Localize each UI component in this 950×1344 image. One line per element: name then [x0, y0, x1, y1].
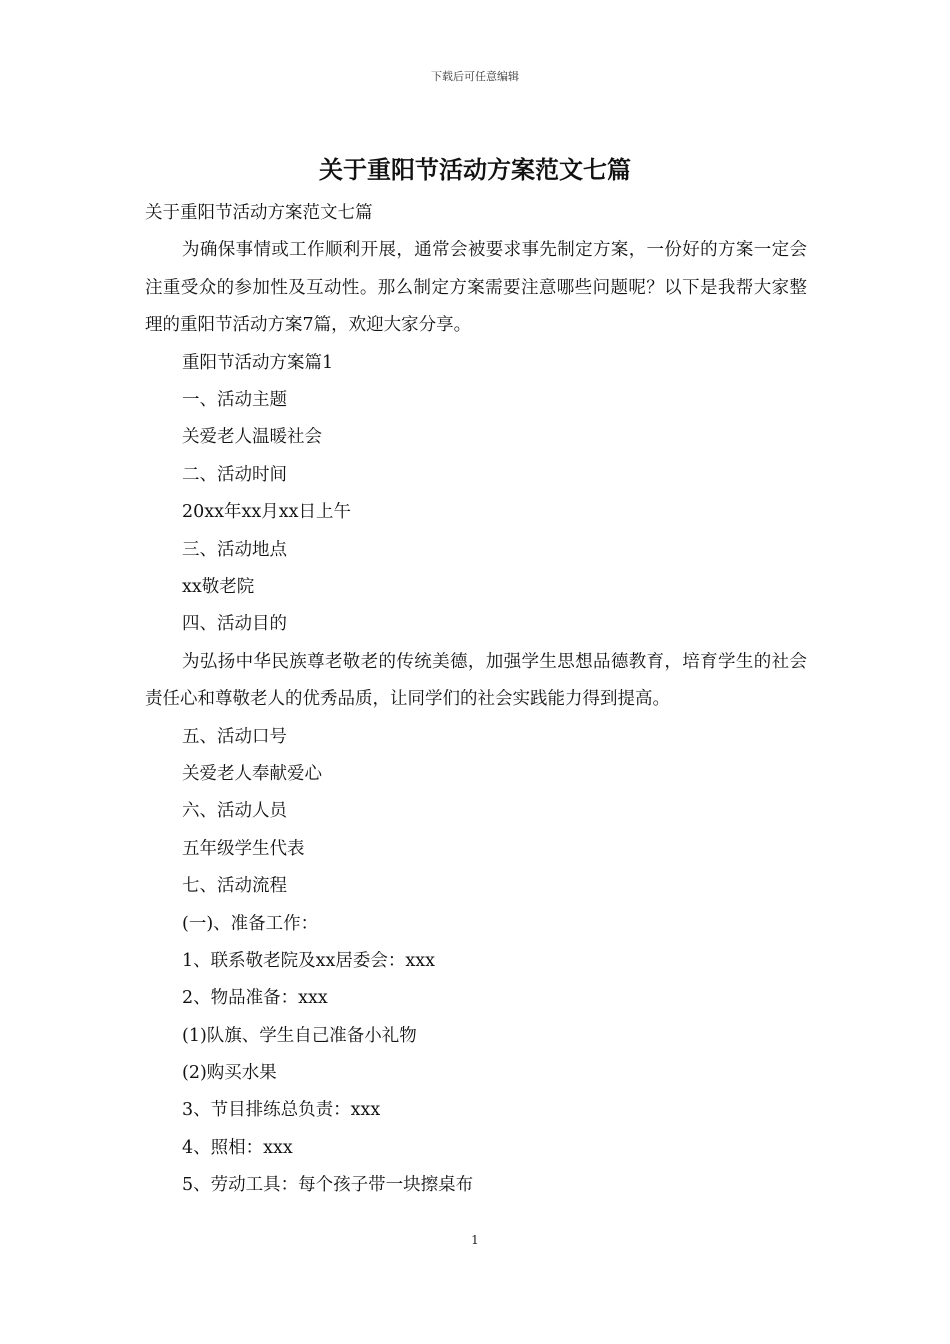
time-label: 二、活动时间 [182, 464, 287, 485]
document-title: 关于重阳节活动方案范文七篇 [319, 155, 631, 184]
people-label: 六、活动人员 [182, 801, 287, 822]
header-note: 下载后可任意编辑 [431, 70, 519, 83]
theme-label: 一、活动主题 [182, 390, 287, 410]
place-label: 三、活动地点 [182, 539, 287, 560]
prep-label: (一)、准备工作： [182, 913, 319, 934]
list-item: 4、照相：xxx [182, 1137, 293, 1158]
slogan-value: 关爱老人奉献爱心 [182, 763, 322, 784]
time-value: 20xx年xx月xx日上午 [182, 502, 351, 523]
slogan-label: 五、活动口号 [182, 726, 287, 747]
people-value: 五年级学生代表 [182, 838, 305, 859]
list-item: (2)购买水果 [182, 1063, 277, 1084]
list-item: (1)队旗、学生自己准备小礼物 [182, 1025, 417, 1046]
process-label: 七、活动流程 [182, 876, 287, 897]
section-heading: 重阳节活动方案篇1 [182, 352, 334, 373]
place-value: xx敬老院 [182, 576, 255, 597]
list-item: 1、联系敬老院及xx居委会：xxx [182, 950, 435, 971]
list-item: 3、节目排练总负责：xxx [182, 1100, 381, 1121]
purpose-label: 四、活动目的 [182, 614, 287, 635]
purpose-paragraph: 为弘扬中华民族尊老敬老的传统美德，加强学生思想品德教育，培育学生的社会责任心和尊敬老人的优秀品质，让同学们的社会实践能力得到提高。 [145, 651, 807, 710]
page-number: 1 [471, 1233, 479, 1247]
subtitle-line: 关于重阳节活动方案范文七篇 [145, 203, 373, 223]
document-body [145, 195, 807, 1205]
list-item: 2、物品准备：xxx [182, 988, 328, 1009]
list-item: 5、劳动工具：每个孩子带一块擦桌布 [182, 1175, 474, 1196]
intro-paragraph: 为确保事情或工作顺利开展，通常会被要求事先制定方案，一份好的方案一定会注重受众的参加性及互动性。那么制定方案需要注意哪些问题呢？以下是我帮大家整理的重阳节活动方案7篇，欢迎大家分享。 [145, 240, 807, 336]
theme-value: 关爱老人温暖社会 [182, 427, 322, 448]
